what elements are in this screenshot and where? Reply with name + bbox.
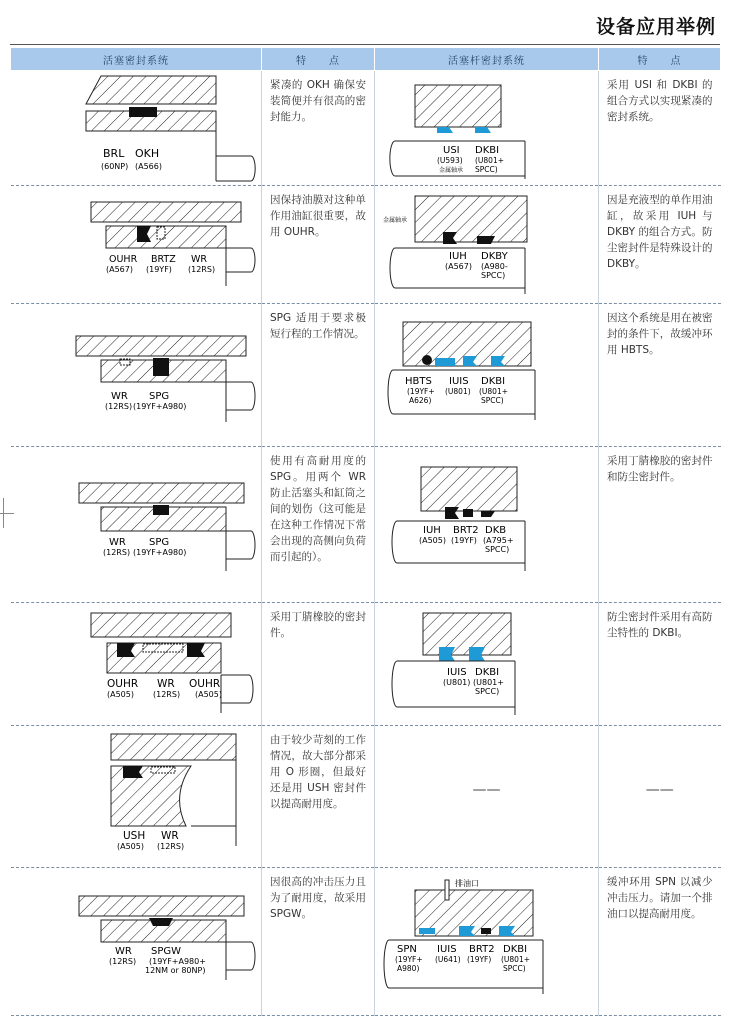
- empty-dash: ——: [645, 782, 674, 798]
- rod-code: (A980-: [481, 262, 508, 271]
- piston-code: 12NM or 80NP): [144, 966, 205, 975]
- brt2-ring: [463, 509, 473, 517]
- piston-code: (A566): [134, 162, 162, 171]
- table-row: [11, 304, 721, 447]
- table-row: [11, 447, 721, 603]
- piston-code: (19YF+A980+: [148, 957, 206, 966]
- header-rod-system: 活塞杆密封系统: [375, 48, 599, 71]
- hbts-seal: [435, 358, 455, 366]
- piston-feature-cell: [262, 304, 375, 447]
- rod-feature-cell: [599, 868, 721, 1016]
- rod-code: (U801+: [475, 156, 505, 165]
- rod-code: (U801+: [479, 387, 509, 396]
- rod-feature-text: 因是充液型的单作用油缸，故采用 IUH 与 DKBY 的组合方式。防尘密封件是特殊设计的 DKBY。: [607, 194, 713, 270]
- piston-feature-text: 由于较少苛刻的工作情况，故大部分都采用 O 形圈，但最好还是用 USH 密封件以提高耐用度。: [270, 734, 366, 810]
- piston-label: OUHR: [108, 254, 137, 265]
- piston-seal-diagram: [11, 304, 261, 446]
- piston-code: (A505): [106, 690, 134, 699]
- piston-code: (12RS): [187, 265, 215, 274]
- piston-label: WR: [114, 946, 132, 957]
- header-piston-system: 活塞密封系统: [11, 48, 262, 71]
- piston-diagram-cell: [11, 868, 262, 1016]
- piston-seal-diagram: [11, 71, 261, 185]
- rod-code: (U593): [437, 156, 463, 165]
- piston-feature-cell: [262, 603, 375, 726]
- hbts-o-ring: [422, 355, 432, 365]
- table-header-row: [11, 48, 721, 71]
- piston-diagram-cell: [11, 71, 262, 186]
- spg-seal: [153, 358, 169, 376]
- piston-diagram-cell: [11, 447, 262, 603]
- rod-label: HBTS: [405, 376, 432, 387]
- rod-code: A980): [397, 964, 420, 973]
- rod-code: (A567): [445, 262, 472, 271]
- rod-code: SPCC): [481, 396, 504, 405]
- piston-diagram-cell: [11, 603, 262, 726]
- rod-feature-cell: [599, 71, 721, 186]
- usi-seal: [437, 127, 453, 133]
- rod-label: SPN: [397, 944, 417, 955]
- rod-code: (U801+: [501, 955, 531, 964]
- spn-seal: [419, 928, 435, 934]
- piston-label: WR: [160, 830, 179, 842]
- piston-code: (60NP): [100, 162, 128, 171]
- piston-code: (19YF+A980): [132, 548, 186, 557]
- rod-seal-diagram: [375, 71, 597, 185]
- rod-code: (U801): [445, 387, 471, 396]
- dkby-seal: [477, 236, 495, 244]
- rod-code: (U801): [443, 678, 471, 687]
- piston-seal-diagram: [11, 447, 261, 602]
- piston-seal-diagram: [11, 603, 261, 725]
- piston-label: SPGW: [150, 946, 181, 957]
- piston-label: WR: [110, 391, 128, 402]
- rod-code: A626): [409, 396, 432, 405]
- rod-label: BRT2: [453, 525, 479, 536]
- rod-feature-cell: [599, 186, 721, 304]
- piston-code: (19YF): [145, 265, 172, 274]
- piston-feature-text: 紧凑的 OKH 确保安装简便并有很高的密封能力。: [270, 79, 366, 123]
- rod-note: 排油口: [455, 879, 479, 888]
- piston-seal-diagram: [11, 726, 261, 867]
- piston-feature-cell: [262, 868, 375, 1016]
- rod-seal-diagram: [375, 868, 597, 1015]
- rod-label: DKBY: [481, 251, 508, 262]
- piston-label: SPG: [148, 537, 169, 548]
- rod-feature-text: 因这个系统是用在被密封的条件下，故缓冲环用 HBTS。: [607, 312, 713, 356]
- rod-feature-cell: [599, 603, 721, 726]
- piston-diagram-cell: [11, 726, 262, 868]
- piston-label: OUHR: [188, 678, 220, 690]
- rod-seal-diagram: [375, 304, 597, 446]
- okh-seal: [129, 107, 157, 117]
- rod-label: IUH: [423, 525, 441, 536]
- piston-seal-diagram: [11, 868, 261, 1015]
- rod-code: (19YF): [467, 955, 492, 964]
- rod-code: SPCC): [503, 964, 526, 973]
- rod-feature-cell: [599, 447, 721, 603]
- table-row: [11, 868, 721, 1016]
- rod-code: SPCC): [481, 271, 506, 280]
- piston-code: (A567): [105, 265, 133, 274]
- rod-seal-diagram: [375, 603, 597, 725]
- rod-label: DKBI: [481, 376, 506, 387]
- rod-feature-cell: [599, 726, 721, 868]
- application-table: [10, 47, 721, 1016]
- table-row: [11, 71, 721, 186]
- rod-label: IUIS: [449, 376, 469, 387]
- rod-feature-text: 缓冲环用 SPN 以减少冲击压力。请加一个排油口以提高耐用度。: [607, 876, 713, 920]
- rod-feature-text: 防尘密封件采用有高防尘特性的 DKBI。: [607, 611, 713, 639]
- piston-feature-text: 采用丁腈橡胶的密封件。: [270, 611, 366, 639]
- piston-label: USH: [122, 830, 145, 842]
- brt2-ring: [481, 928, 491, 934]
- table-row: [11, 726, 721, 868]
- piston-feature-cell: [262, 447, 375, 603]
- dkbi-seal: [475, 127, 491, 133]
- empty-dash: ——: [472, 782, 501, 798]
- rod-label: IUH: [449, 251, 467, 262]
- rod-diagram-cell: [375, 304, 599, 447]
- rod-feature-text: 采用 USI 和 DKBI 的组合方式以实现紧凑的密封系统。: [607, 79, 713, 123]
- rod-feature-cell: [599, 304, 721, 447]
- piston-code: (19YF+A980): [132, 402, 186, 411]
- header-rod-feature: 特 点: [599, 48, 721, 71]
- page-title: 设备应用举例: [595, 16, 716, 38]
- piston-diagram-cell: [11, 186, 262, 304]
- rod-diagram-cell: [375, 186, 599, 304]
- rod-code: (19YF): [451, 536, 477, 545]
- piston-label: OUHR: [106, 678, 138, 690]
- piston-feature-cell: [262, 726, 375, 868]
- piston-code: (12RS): [102, 548, 130, 557]
- rod-code: SPCC): [485, 545, 510, 554]
- rod-diagram-cell: [375, 726, 599, 868]
- piston-label: WR: [108, 537, 126, 548]
- rod-label: USI: [443, 145, 460, 156]
- piston-code: (12RS): [152, 690, 180, 699]
- piston-label: WR: [156, 678, 175, 690]
- piston-code: (12RS): [156, 842, 184, 851]
- iuh-seal: [445, 507, 459, 519]
- piston-code: (12RS): [108, 957, 136, 966]
- piston-code: (A505): [116, 842, 144, 851]
- rod-label: DKBI: [475, 667, 500, 678]
- piston-feature-cell: [262, 186, 375, 304]
- spgw-seal: [149, 918, 173, 926]
- piston-feature-text: 使用有高耐用度的 SPG。用两个 WR 防止活塞头和缸筒之间的划伤（这可能是在这种工作情况下常会出现的高侧向负荷而引起的）。: [270, 455, 366, 563]
- rod-label: DKB: [485, 525, 507, 536]
- spg-seal: [153, 505, 169, 515]
- piston-label: SPG: [148, 391, 169, 402]
- rod-label: IUIS: [437, 944, 457, 955]
- rod-label: DKBI: [503, 944, 528, 955]
- piston-seal-diagram: [11, 186, 261, 303]
- rod-code: (A795+: [483, 536, 514, 545]
- rod-diagram-cell: [375, 603, 599, 726]
- rod-label: BRT2: [469, 944, 495, 955]
- dkb-seal: [481, 511, 495, 517]
- rod-code: (19YF+: [395, 955, 423, 964]
- piston-code: (A505): [194, 690, 222, 699]
- rod-seal-diagram: [375, 447, 597, 602]
- rod-note: 金属轴承: [439, 167, 464, 174]
- rod-label: IUIS: [447, 667, 467, 678]
- piston-code: (12RS): [104, 402, 132, 411]
- piston-feature-text: SPG 适用于要求极短行程的工作情况。: [270, 312, 366, 340]
- rod-note: 金属轴承: [383, 217, 408, 224]
- header-piston-feature: 特 点: [262, 48, 375, 71]
- rod-feature-text: 采用丁腈橡胶的密封件和防尘密封件。: [607, 455, 713, 483]
- rod-code: (A505): [419, 536, 446, 545]
- rod-code: (U641): [435, 955, 461, 964]
- rod-label: DKBI: [475, 145, 500, 156]
- piston-label: OKH: [134, 147, 159, 160]
- piston-label: BRL: [102, 147, 124, 160]
- table-row: [11, 186, 721, 304]
- piston-feature-cell: [262, 71, 375, 186]
- rod-code: SPCC): [475, 165, 498, 174]
- rod-seal-diagram: [375, 186, 597, 303]
- rod-code: (19YF+: [407, 387, 435, 396]
- piston-feature-text: 因保持油膜对这种单作用油缸很重要，故用 OUHR。: [270, 194, 366, 238]
- rod-code: SPCC): [475, 687, 500, 696]
- piston-label: WR: [190, 254, 207, 265]
- table-row: [11, 603, 721, 726]
- piston-feature-text: 因很高的冲击压力且为了耐用度，故采用 SPGW。: [270, 876, 366, 920]
- rod-diagram-cell: [375, 868, 599, 1016]
- rod-diagram-cell: [375, 447, 599, 603]
- title-divider: [10, 44, 720, 45]
- piston-label: BRTZ: [150, 254, 176, 265]
- rod-diagram-cell: [375, 71, 599, 186]
- rod-code: (U801+: [473, 678, 504, 687]
- piston-diagram-cell: [11, 304, 262, 447]
